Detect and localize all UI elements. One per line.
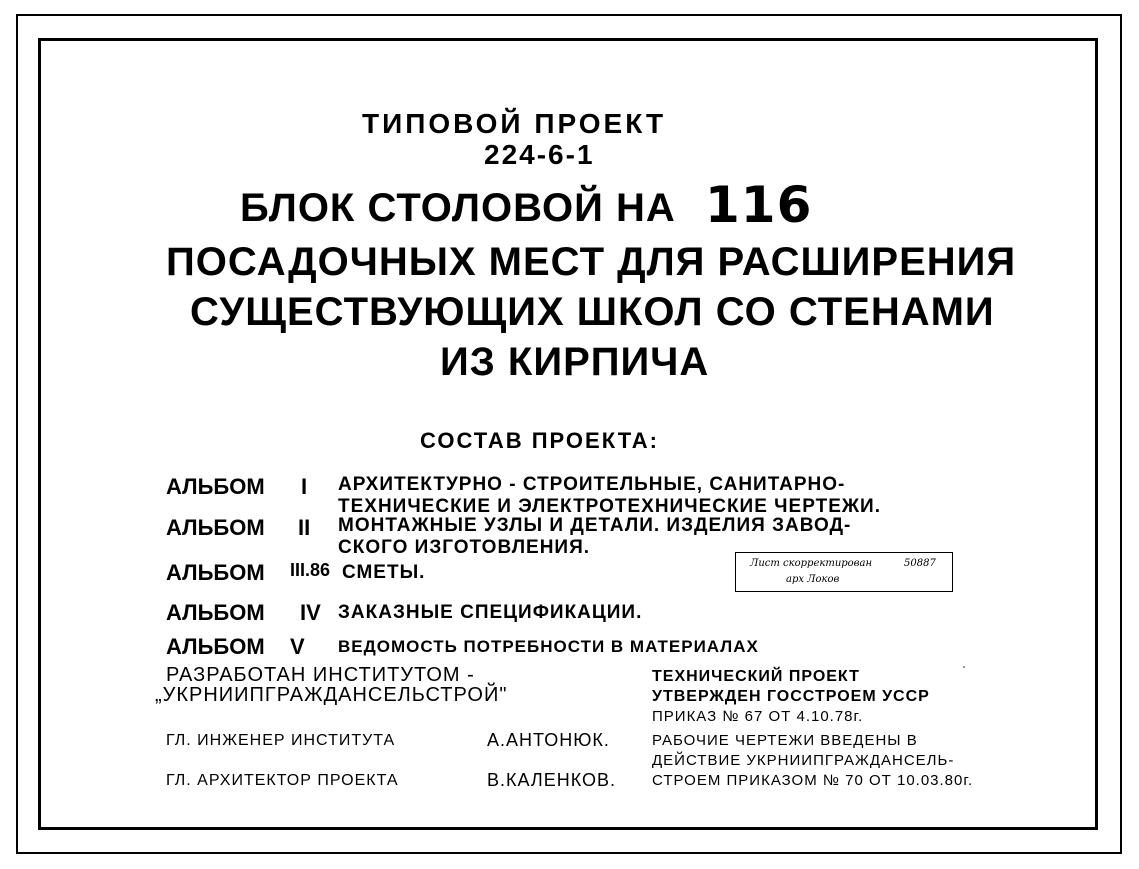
chief-engineer-label: ГЛ. ИНЖЕНЕР ИНСТИТУТА <box>166 732 396 749</box>
album-3-number: III.86 <box>290 560 331 580</box>
album-2-number: II <box>298 515 311 540</box>
seat-count: 116 <box>705 176 813 234</box>
album-4-number: IV <box>300 600 321 625</box>
project-name-line1 <box>240 186 676 231</box>
album-4-label: АЛЬБОМ <box>166 600 265 625</box>
stamp-signature: арх Локов <box>786 574 840 585</box>
composition-heading: СОСТАВ ПРОЕКТА: <box>420 428 659 453</box>
project-name-line1-text: БЛОК СТОЛОВОЙ НА <box>240 186 676 230</box>
approval-order: ПРИКАЗ № 67 ОТ 4.10.78г. <box>652 708 864 725</box>
album-5-number: V <box>290 634 305 659</box>
project-type: ТИПОВОЙ ПРОЕКТ <box>362 108 667 139</box>
album-1-label: АЛЬБОМ <box>166 474 265 499</box>
project-name-line3: СУЩЕСТВУЮЩИХ ШКОЛ СО СТЕНАМИ <box>190 290 995 334</box>
album-2-label: АЛЬБОМ <box>166 515 265 540</box>
approval-line6: СТРОЕМ ПРИКАЗОМ № 70 ОТ 10.03.80г. <box>652 772 974 789</box>
album-2-text-line1: МОНТАЖНЫЕ УЗЛЫ И ДЕТАЛИ. ИЗДЕЛИЯ ЗАВОД- <box>338 515 852 536</box>
stamp-number: 50887 <box>904 558 936 569</box>
speck <box>963 666 965 668</box>
album-3-text: СМЕТЫ. <box>342 562 426 583</box>
album-1-number: I <box>301 474 308 499</box>
album-1-text-line2: ТЕХНИЧЕСКИЕ И ЭЛЕКТРОТЕХНИЧЕСКИЕ ЧЕРТЕЖИ. <box>338 496 881 517</box>
developer-institute: „УКРНИИПГРАЖДАНСЕЛЬСТРОЙ" <box>155 684 508 706</box>
project-name-line4: ИЗ КИРПИЧА <box>440 340 710 384</box>
chief-architect-label: ГЛ. АРХИТЕКТОР ПРОЕКТА <box>166 772 399 789</box>
approval-line4: РАБОЧИЕ ЧЕРТЕЖИ ВВЕДЕНЫ В <box>652 732 918 749</box>
developer-line1: РАЗРАБОТАН ИНСТИТУТОМ - <box>166 664 475 686</box>
project-number: 224-6-1 <box>484 139 595 170</box>
album-5-text: ВЕДОМОСТЬ ПОТРЕБНОСТИ В МАТЕРИАЛАХ <box>338 637 759 656</box>
album-1-text-line1: АРХИТЕКТУРНО - СТРОИТЕЛЬНЫЕ, САНИТАРНО- <box>338 474 846 495</box>
correction-stamp <box>735 552 953 592</box>
project-name-line2: ПОСАДОЧНЫХ МЕСТ ДЛЯ РАСШИРЕНИЯ <box>166 240 1017 284</box>
chief-architect-name: В.КАЛЕНКОВ. <box>487 770 617 790</box>
approval-line2: УТВЕРЖДЕН ГОССТРОЕМ УССР <box>652 688 930 705</box>
album-2-text-line2: СКОГО ИЗГОТОВЛЕНИЯ. <box>338 537 591 558</box>
approval-line1: ТЕХНИЧЕСКИЙ ПРОЕКТ <box>652 668 860 685</box>
approval-line5: ДЕЙСТВИЕ УКРНИИПГРАЖДАНСЕЛЬ- <box>652 752 955 769</box>
album-4-text: ЗАКАЗНЫЕ СПЕЦИФИКАЦИИ. <box>338 602 643 623</box>
album-3-label: АЛЬБОМ <box>166 560 265 585</box>
album-5-label: АЛЬБОМ <box>166 634 265 659</box>
chief-engineer-name: А.АНТОНЮК. <box>487 730 610 750</box>
stamp-text: Лист скорректирован <box>750 558 873 569</box>
